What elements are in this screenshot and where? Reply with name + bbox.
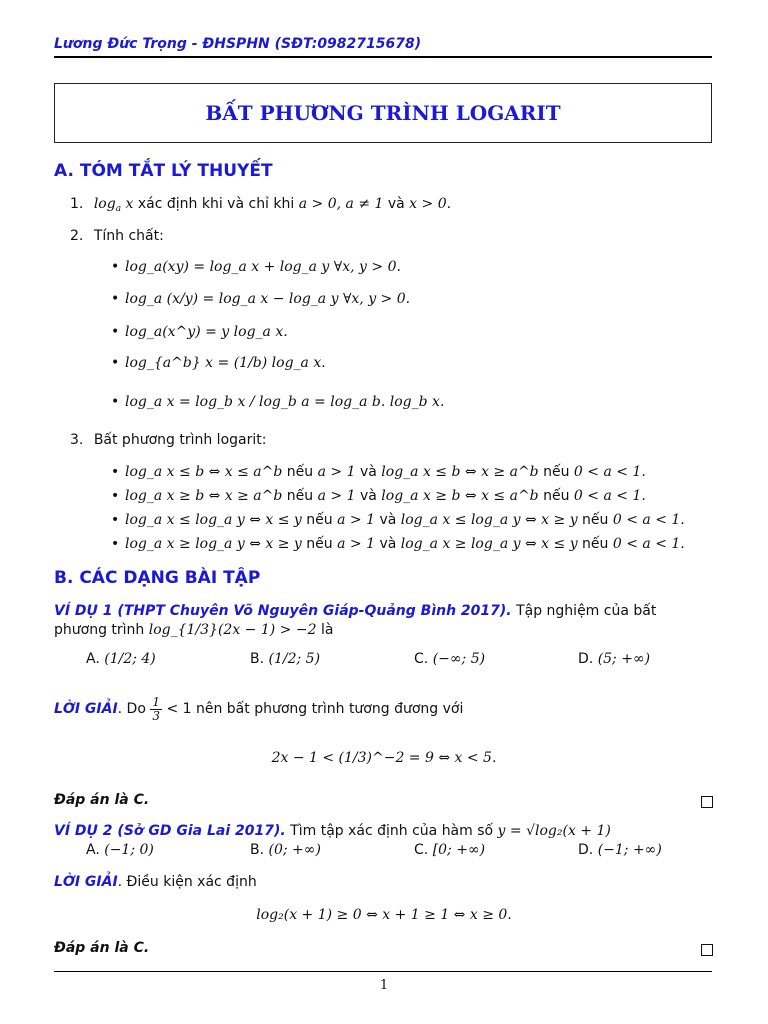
section-b-heading: B. CÁC DẠNG BÀI TẬP [54,568,261,588]
math-condition-x: x > 0. [409,196,452,212]
qed-square-icon [701,944,713,956]
property-4: • log_{a^b} x = (1/b) log_a x. [125,355,326,371]
example-2-equation: log₂(x + 1) ≥ 0 ⇔ x + 1 ≥ 1 ⇔ x ≥ 0. [256,907,512,923]
solution-label: LỜI GIẢI [54,701,118,718]
example-1-line2: phương trình log_{1/3}(2x − 1) > −2 là [54,622,334,638]
ineq-rule-3: • log_a x ≤ log_a y ⇔ x ≤ y nếu a > 1 và log_a x ≤ log_a y ⇔ x ≥ y nếu 0 < a < 1. [125,512,685,528]
example-2-question: Tìm tập xác định của hàm số [285,823,498,839]
theory-item-1 [70,196,451,214]
property-5: • log_a x = log_b x / log_b a = log_a b. log_b x. [125,394,444,410]
document-title-box [54,83,712,143]
ineq-rule-2: • log_a x ≥ b ⇔ x ≥ a^b nếu a > 1 và log_a x ≥ b ⇔ x ≤ a^b nếu 0 < a < 1. [125,488,646,504]
document-title: BẤT PHƯƠNG TRÌNH LOGARIT [205,101,561,125]
solution-label: LỜI GIẢI [54,874,118,890]
example-1-inequality: log_{1/3}(2x − 1) > −2 [148,622,317,638]
example-1-solution: LỜI GIẢI. Do $\frac{1}{3}$ < 1 nên bất phương trình tương đương với [54,695,464,723]
example-2-choice-c: C. [0; +∞) [414,842,486,858]
header-rule [54,56,712,58]
example-1-answer: Đáp án là C. [54,792,150,808]
fraction-one-third: $\frac{1}{3}$ [152,695,160,723]
section-a-heading: A. TÓM TẮT LÝ THUYẾT [54,161,273,181]
ineq-rule-4: • log_a x ≥ log_a y ⇔ x ≥ y nếu a > 1 và log_a x ≥ log_a y ⇔ x ≤ y nếu 0 < a < 1. [125,536,685,552]
item-text: Bất phương trình logarit: [93,432,267,448]
example-2-choice-b: B. (0; +∞) [250,842,321,858]
example-1-choice-d: D. (5; +∞) [578,651,651,667]
example-2-choice-d: D. (−1; +∞) [578,842,662,858]
example-1-choice-a: A. (1/2; 4) [86,651,156,667]
example-1-line1: VÍ DỤ 1 (THPT Chuyên Võ Nguyên Giáp-Quảng Bình 2017). Tập nghiệm của bất [54,603,657,619]
example-2-function: y = √log₂(x + 1) [497,823,611,839]
example-2-choice-a: A. (−1; 0) [86,842,154,858]
qed-square-icon [701,796,713,808]
example-1-question: Tập nghiệm của bất [511,603,657,619]
example-1-equation: 2x − 1 < (1/3)^−2 = 9 ⇔ x < 5. [271,750,497,766]
footer-rule [54,971,712,972]
example-2-line1: VÍ DỤ 2 (Sở GD Gia Lai 2017). Tìm tập xác định của hàm số y = √log₂(x + 1) [54,823,611,839]
example-1-label: VÍ DỤ 1 [54,603,113,619]
example-2-answer: Đáp án là C. [54,940,150,956]
item-number: 3. [70,432,84,448]
item-number: 1. [70,196,84,212]
example-2-source: Sở GD Gia Lai 2017 [123,823,274,839]
item-text: xác định khi và chỉ khi [133,196,299,212]
math-log-def: $\log_a x$ [93,196,134,214]
example-1-choice-b: B. (1/2; 5) [250,651,321,667]
example-1-source: THPT Chuyên Võ Nguyên Giáp-Quảng Bình 2017 [123,603,500,619]
math-condition: a > 0, a ≠ 1 [298,196,384,212]
property-3: • log_a(x^y) = y log_a x. [125,324,288,340]
page-header-author: Lương Đức Trọng - ĐHSPHN (SĐT:0982715678) [54,36,422,52]
page-number: 1 [379,978,389,993]
item-number: 2. [70,228,84,244]
theory-item-2 [70,228,164,244]
property-1: • log_a(xy) = log_a x + log_a y ∀x, y > 0. [125,259,401,275]
conjunction: và [383,196,410,212]
item-text: Tính chất: [93,228,164,244]
example-2-solution: LỜI GIẢI. Điều kiện xác định [54,874,257,890]
ineq-rule-1: • log_a x ≤ b ⇔ x ≤ a^b nếu a > 1 và log_a x ≤ b ⇔ x ≥ a^b nếu 0 < a < 1. [125,464,646,480]
theory-item-3 [70,432,266,448]
example-2-label: VÍ DỤ 2 [54,823,113,839]
property-2: • log_a (x/y) = log_a x − log_a y ∀x, y > 0. [125,291,410,307]
example-1-choice-c: C. (−∞; 5) [414,651,486,667]
